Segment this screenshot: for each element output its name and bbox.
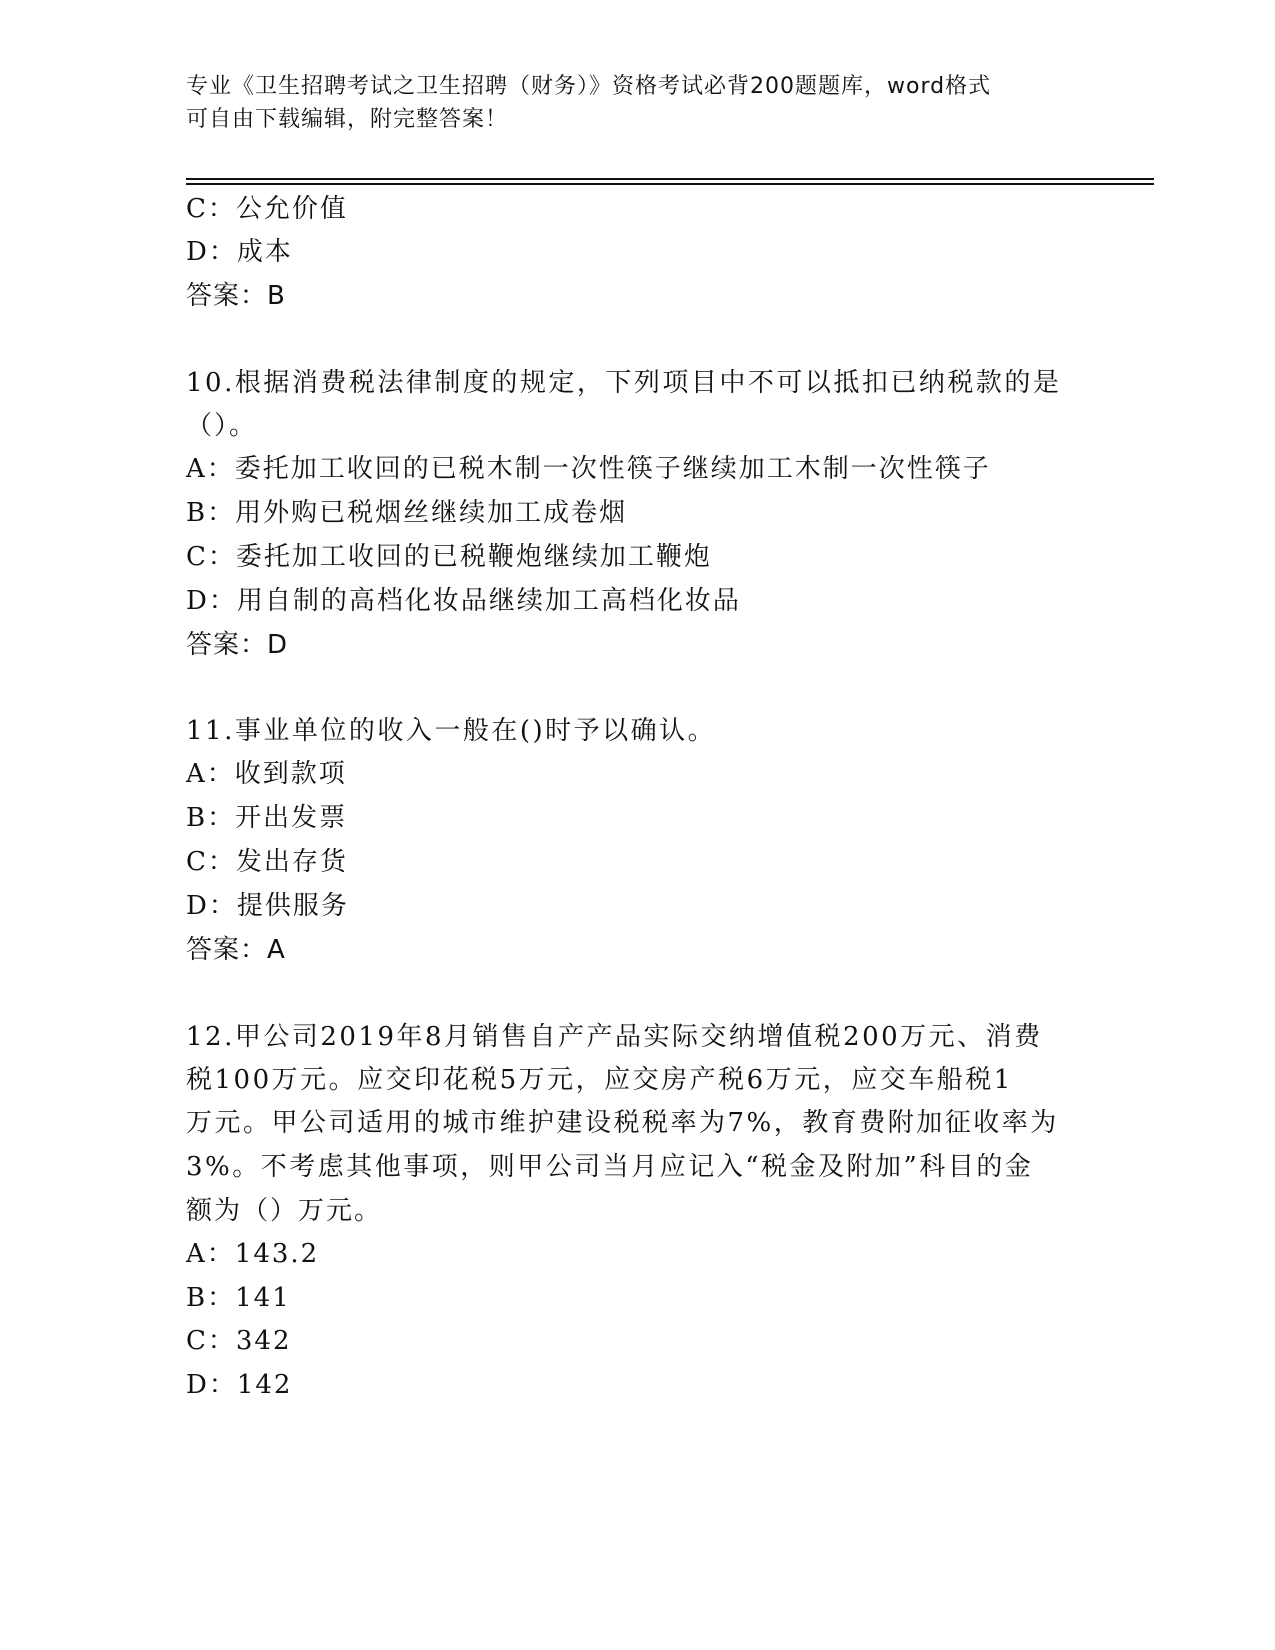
q12-stem-line-1: 12.甲公司2019年8月销售自产产品实际交纳增值税200万元、消费 [186,1022,1043,1052]
q10-stem-line-2: （）。 [186,411,258,441]
q12-stem-line-2: 税100万元。应交印花税5万元，应交房产税6万元，应交车船税1 [186,1065,1013,1095]
q10-option-a: A：委托加工收回的已税木制一次性筷子继续加工木制一次性筷子 [186,454,991,484]
q11-option-a: A：收到款项 [186,759,347,789]
header-title-line-1: 专业《卫生招聘考试之卫生招聘（财务）》资格考试必背200题题库，word格式 [186,74,992,99]
q10-option-d: D：用自制的高档化妆品继续加工高档化妆品 [186,586,741,616]
q12-option-a: A：143.2 [186,1239,320,1269]
q11-option-c: C：发出存货 [186,847,348,877]
q12-option-d: D：142 [186,1370,293,1400]
header-title-line-2: 可自由下载编辑，附完整答案！ [186,107,509,132]
q9-answer: 答案：B [186,281,286,311]
q9-option-d: D：成本 [186,237,293,267]
q10-option-b: B：用外购已税烟丝继续加工成卷烟 [186,498,628,528]
q12-stem-line-5: 额为（）万元。 [186,1196,383,1226]
q10-stem-line-1: 10.根据消费税法律制度的规定，下列项目中不可以抵扣已纳税款的是 [186,368,1062,398]
q10-option-c: C：委托加工收回的已税鞭炮继续加工鞭炮 [186,542,712,572]
q11-answer: 答案：A [186,935,286,965]
q12-option-c: C：342 [186,1326,292,1356]
question-list [186,0,1086,1650]
q11-stem: 11.事业单位的收入一般在()时予以确认。 [186,716,717,746]
q11-option-b: B：开出发票 [186,803,348,833]
q12-stem-line-4: 3%。不考虑其他事项，则甲公司当月应记入“税金及附加”科目的金 [186,1152,1034,1182]
q10-answer: 答案：D [186,630,289,660]
q12-stem-line-3: 万元。甲公司适用的城市维护建设税税率为7%，教育费附加征收率为 [186,1108,1059,1138]
q9-option-c: C：公允价值 [186,194,348,224]
q11-option-d: D：提供服务 [186,891,349,921]
q12-option-b: B：141 [186,1283,291,1313]
